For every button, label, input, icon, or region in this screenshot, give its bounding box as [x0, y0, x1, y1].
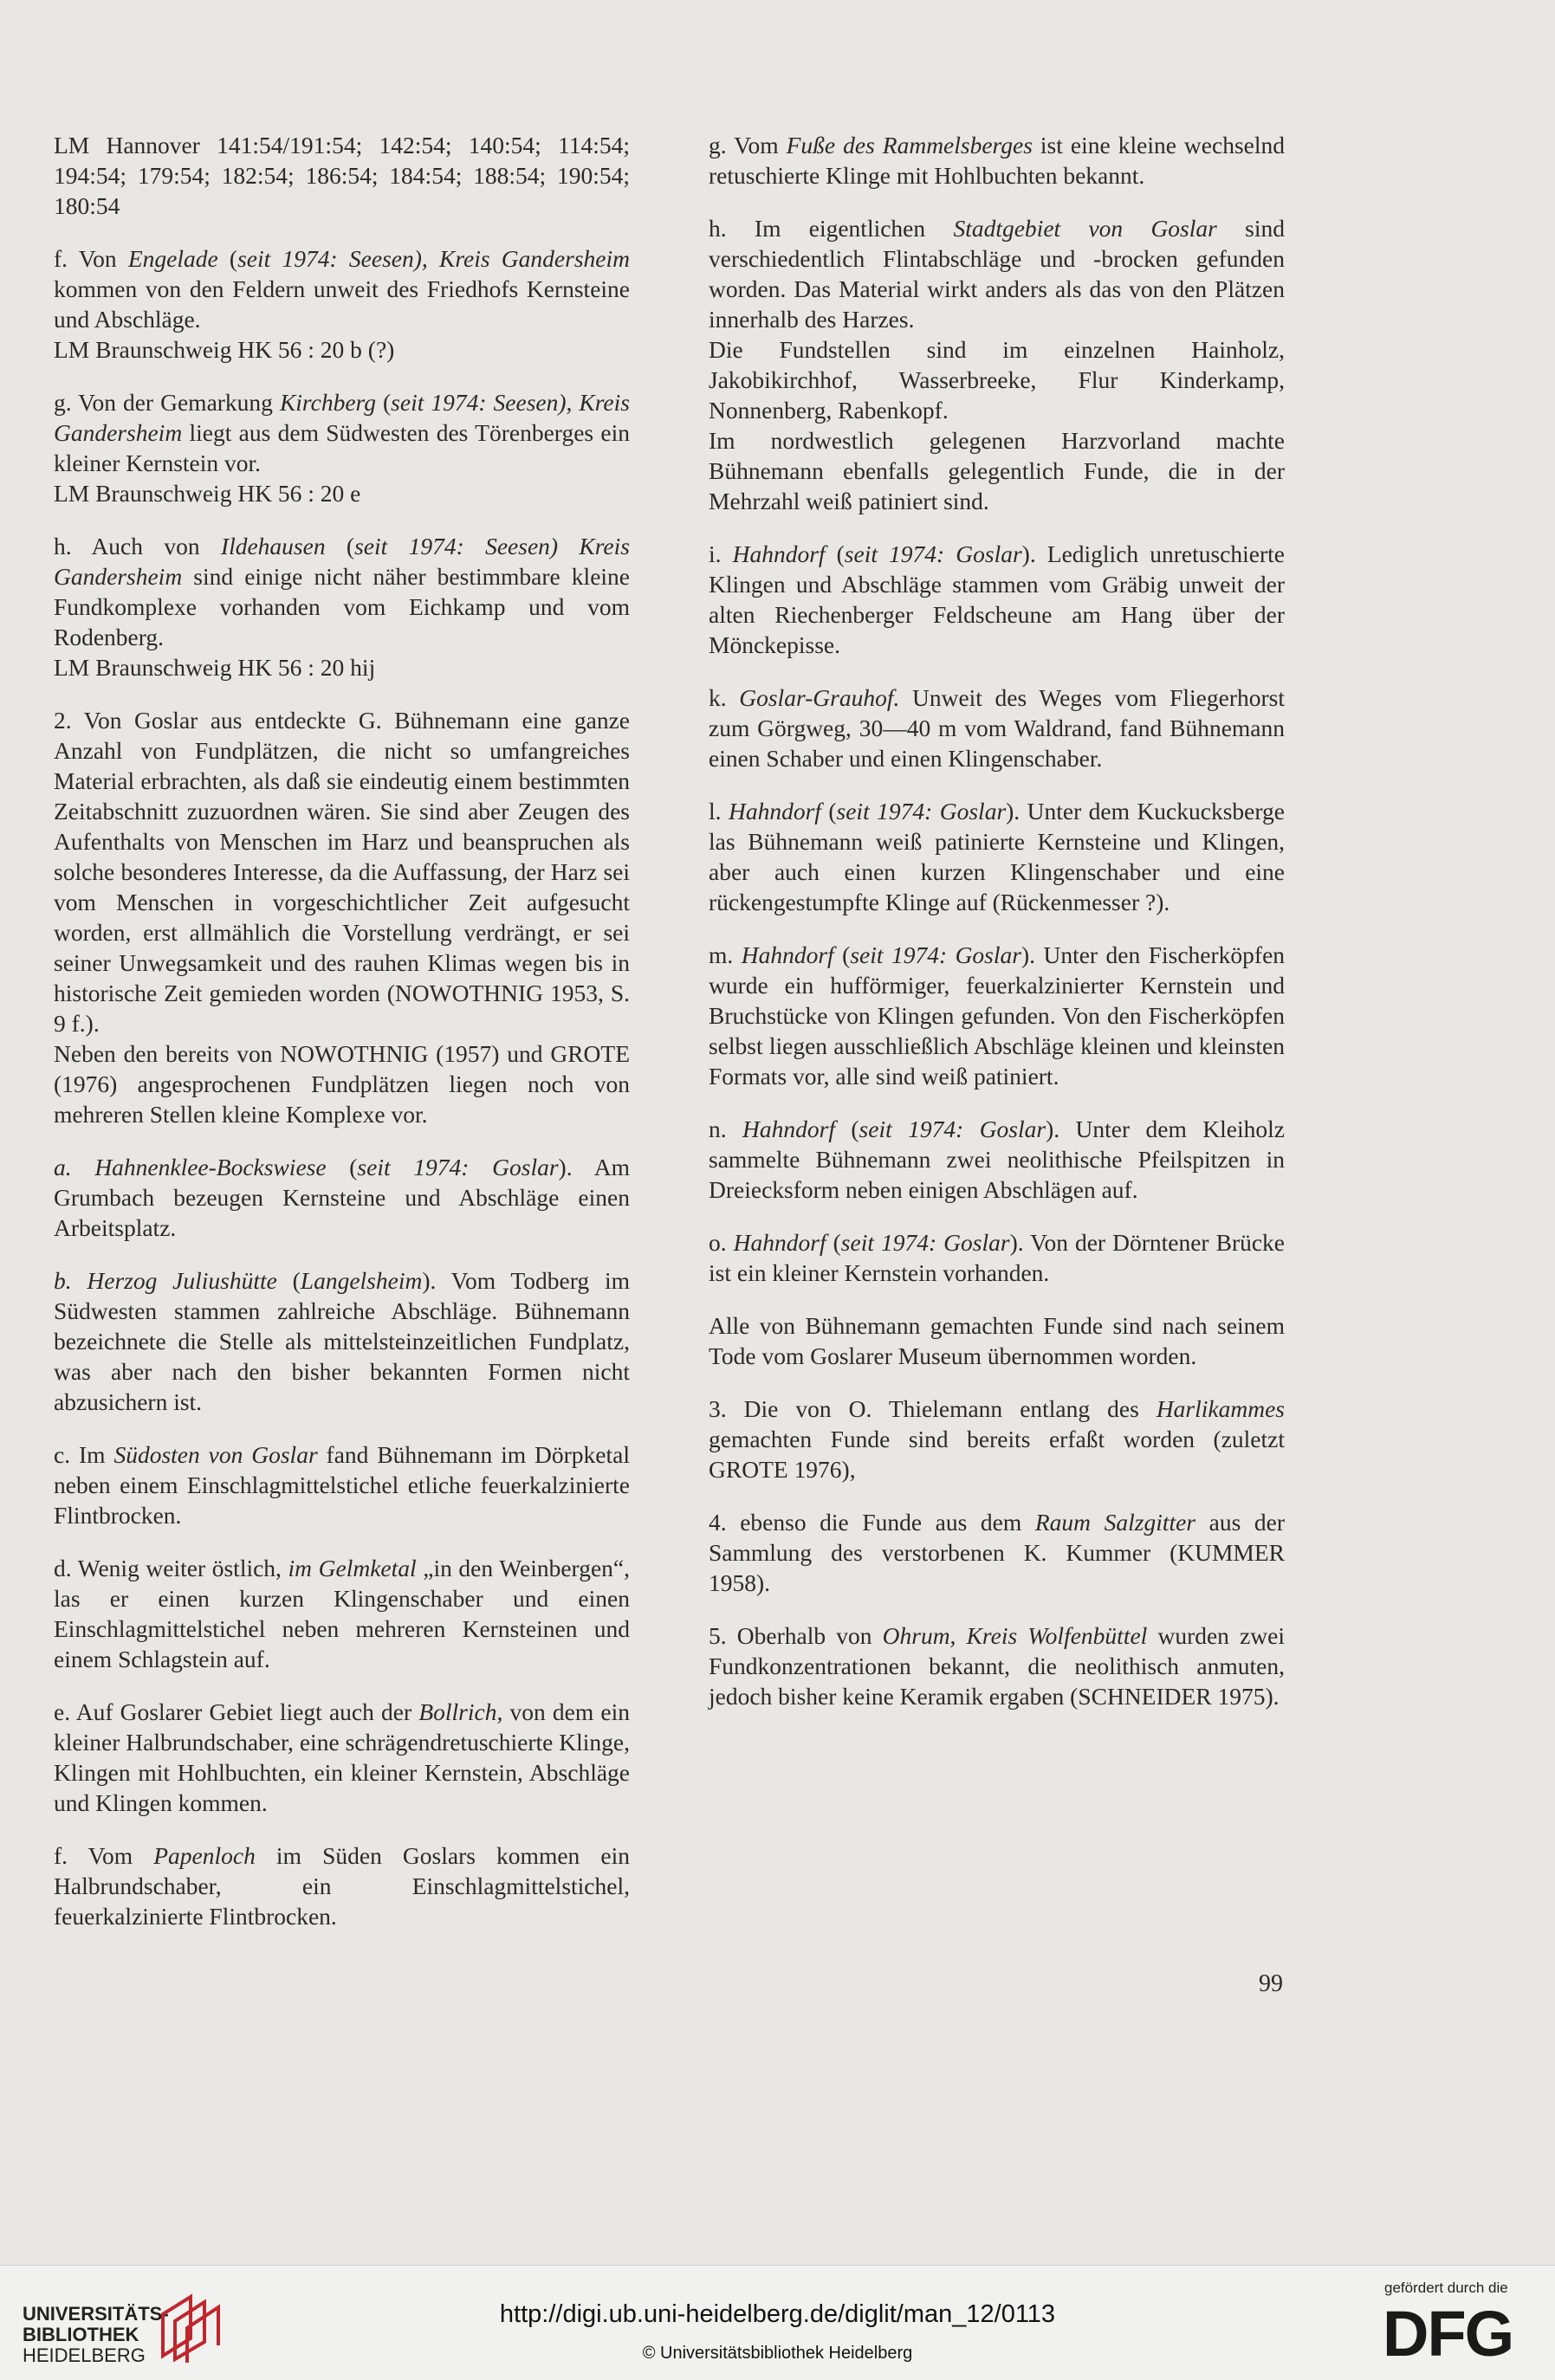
paragraph-text: l.	[709, 798, 729, 825]
paragraph-text: m.	[709, 941, 742, 968]
right-column	[709, 130, 1285, 1734]
paragraph	[709, 425, 1285, 516]
emphasized-text: seit 1974: Seesen), Kreis Gandersheim	[237, 245, 630, 272]
paragraph-text: wurden zwei Fundkonzentrationen bekannt, die neolithisch anmuten, jedoch bisher keine Keramik ergaben (SCHNEIDER 1975).	[709, 1622, 1285, 1710]
emphasized-text: Papenloch	[153, 1842, 256, 1869]
paragraph-text: c. Im	[54, 1441, 114, 1468]
page-number: 99	[1259, 1970, 1283, 1997]
library-name-line1: UNIVERSITÄTS-	[23, 2303, 169, 2325]
paragraph	[709, 940, 1285, 1091]
emphasized-text: im Gelmketal	[288, 1555, 417, 1581]
paragraph-text: ). Lediglich unretuschierte Klingen und Abschläge stammen vom Gräbig unweit der alten Riechenberger Feldscheune am Hang über der Mönckepisse.	[709, 540, 1285, 658]
paragraph-text: sind einige nicht näher bestimmbare kleine Fundkomplexe vorhanden vom Eichkamp und vom Rodenberg.	[54, 563, 630, 650]
paragraph-text: von dem ein kleiner Halbrundschaber, eine schrägendretuschierte Klinge, Klingen mit Hohlbuchten, ein kleiner Kernstein, Abschläge und Klingen kommen.	[54, 1698, 630, 1816]
emphasized-text: Südosten von Goslar	[113, 1441, 318, 1468]
paragraph	[54, 1840, 630, 1931]
paragraph	[54, 1439, 630, 1530]
paragraph-text: gemachten Funde sind bereits erfaßt worden (zuletzt GROTE 1976),	[709, 1426, 1285, 1483]
emphasized-text: Raum Salzgitter	[1034, 1509, 1196, 1536]
emphasized-text: Hahndorf	[728, 798, 821, 825]
paragraph-text: Unweit des Weges vom Fliegerhorst zum Görgweg, 30—40 m vom Waldrand, fand Bühnemann einen Schaber und einen Klingenschaber.	[709, 684, 1285, 772]
paragraph-text: h. Im eigentlichen	[709, 215, 954, 242]
paragraph-text: g. Von der Gemarkung	[54, 389, 280, 416]
paragraph-text: (	[217, 245, 238, 272]
paragraph-text: (	[826, 1229, 841, 1256]
paragraph-text: ). Unter dem Kleiholz sammelte Bühnemann zwei neolithische Pfeilspitzen in Dreiecksform neben einigen Abschlägen auf.	[709, 1116, 1285, 1203]
emphasized-text: Kirchberg	[279, 389, 376, 416]
paragraph-text: 3. Die von O. Thielemann entlang des	[709, 1395, 1157, 1422]
emphasized-text: Langelsheim	[300, 1267, 423, 1294]
paragraph-text: LM Braunschweig HK 56 : 20 b (?)	[54, 336, 395, 363]
paragraph-text: Alle von Bühnemann gemachten Funde sind nach seinem Tode vom Goslarer Museum übernommen worden.	[709, 1312, 1285, 1369]
source-url[interactable]: http://digi.ub.uni-heidelberg.de/diglit/man_12/0113	[499, 2300, 1056, 2328]
paragraph-text: ). Unter den Fischerköpfen wurde ein hufförmiger, feuerkalzinierter Kernstein und Bruchstücke von Klingen gefunden. Von den Fischerköpfen selbst liegen ausschließlich Abschläge kleinen und kleinsten Formats vor, alle sind weiß patiniert.	[709, 941, 1286, 1090]
paragraph-text: sind verschiedentlich Flintabschläge und -brocken gefunden worden. Das Material wirkt anders als das von den Plätzen innerhalb des Harzes.	[709, 215, 1285, 333]
paragraph	[54, 705, 630, 1038]
paragraph-text: (	[326, 1154, 358, 1180]
paragraph-text: aus der Sammlung des verstorbenen K. Kummer (KUMMER 1958).	[709, 1509, 1285, 1596]
paragraph-text: „in den Weinbergen“, las er einen kurzen Klingenschaber und einen Einschlagmittelstichel neben mehreren Kernsteinen und einem Schlagstein auf.	[54, 1555, 630, 1672]
footer-bar	[0, 2265, 1555, 2380]
paragraph	[54, 1697, 630, 1818]
paragraph	[709, 539, 1285, 660]
emphasized-text: Hahndorf	[742, 1116, 835, 1142]
paragraph	[709, 1310, 1285, 1371]
paragraph-text: Im nordwestlich gelegenen Harzvorland machte Bühnemann ebenfalls gelegentlich Funde, die in der Mehrzahl weiß patiniert sind.	[709, 427, 1285, 514]
paragraph	[54, 531, 630, 652]
emphasized-text: seit 1974: Goslar	[844, 540, 1022, 567]
emphasized-text: Stadtgebiet von Goslar	[953, 215, 1217, 242]
emphasized-text: seit 1974: Goslar	[357, 1154, 559, 1180]
paragraph	[54, 243, 630, 334]
dfg-caption: gefördert durch die	[1384, 2280, 1508, 2296]
paragraph-text: ). Vom Todberg im Südwesten stammen zahlreiche Abschläge. Bühnemann bezeichnete die Stelle als mittelsteinzeitlichen Fundplatz, was aber nach den bisher bekannten Formen nicht abzusichern ist.	[54, 1267, 630, 1415]
paragraph	[709, 1114, 1285, 1205]
paragraph-text: i.	[709, 540, 733, 567]
emphasized-text: seit 1974: Seesen), Kreis Gandersheim	[54, 389, 630, 446]
paragraph	[54, 1265, 630, 1417]
paragraph-text: (	[276, 1267, 301, 1294]
emphasized-text: Ildehausen	[220, 533, 326, 559]
paragraph-text: 4. ebenso die Funde aus dem	[709, 1509, 1035, 1536]
paragraph	[709, 1394, 1285, 1484]
paragraph-text: (	[825, 540, 845, 567]
paragraph	[709, 796, 1285, 917]
paragraph	[709, 334, 1285, 425]
paragraph	[54, 1553, 630, 1674]
emphasized-text: Bollrich,	[418, 1698, 503, 1725]
paragraph-text: im Süden Goslars kommen ein Halbrundschaber, ein Einschlagmittelstichel, feuerkalzinierte Flintbrocken.	[54, 1842, 630, 1930]
paragraph-text: LM Braunschweig HK 56 : 20 hij	[54, 654, 376, 681]
paragraph	[709, 213, 1285, 334]
paragraph-text: (	[834, 1116, 859, 1142]
emphasized-text: seit 1974: Goslar	[858, 1116, 1046, 1142]
emphasized-text: Engelade	[127, 245, 218, 272]
paragraph-text: kommen von den Feldern unweit des Friedhofs Kernsteine und Abschläge.	[54, 275, 630, 333]
library-name-line3: HEIDELBERG	[23, 2344, 146, 2366]
paragraph	[709, 682, 1285, 773]
paragraph	[54, 1152, 630, 1243]
paragraph-text: ). Am Grumbach bezeugen Kernsteine und Abschläge einen Arbeitsplatz.	[54, 1154, 630, 1241]
paragraph-text: ist eine kleine wechselnd retuschierte Klinge mit Hohlbuchten bekannt.	[709, 132, 1285, 189]
paragraph-text: LM Hannover 141:54/191:54; 142:54; 140:54; 114:54; 194:54; 179:54; 182:54; 186:54; 184:54; 188:54; 190:54; 180:54	[54, 132, 630, 219]
paragraph-text: h. Auch von	[54, 533, 221, 559]
emphasized-text: seit 1974: Goslar	[850, 941, 1021, 968]
paragraph-text: Die Fundstellen sind im einzelnen Hainholz, Jakobikirchhof, Wasserbreeke, Flur Kinderkamp, Nonnenberg, Rabenkopf.	[709, 336, 1285, 424]
paragraph-text: (	[375, 389, 392, 416]
paragraph	[709, 130, 1285, 191]
paragraph	[54, 334, 630, 365]
paragraph-text: 5. Oberhalb von	[709, 1622, 883, 1649]
emphasized-text: Harlikammes	[1156, 1395, 1285, 1422]
paragraph-text: ). Von der Dörntener Brücke ist ein kleiner Kernstein vorhanden.	[709, 1229, 1286, 1286]
paragraph	[709, 1507, 1285, 1598]
paragraph-text: 2. Von Goslar aus entdeckte G. Bühnemann eine ganze Anzahl von Fundplätzen, die nicht so umfangreiches Material erbrachten, als daß sie eindeutig einem bestimmten Zeitabschnitt zuzuordnen wären. Sie sind aber Zeugen des Aufenthalts von Menschen im Harz und beanspruchen als solche besonderes Interesse, da die Auffassung, der Harz sei vom Menschen in vorgeschichtlicher Zeit aufgesucht worden, erst allmählich die Vorstellung verdrängt, er sei seiner Unwegsamkeit und des rauhen Klimas wegen bis in historische Zeit gemieden worden (NOWOTHNIG 1953, S. 9 f.).	[54, 707, 630, 1037]
dfg-logo: DFG	[1383, 2298, 1513, 2370]
paragraph-text: (	[820, 798, 837, 825]
paragraph-text: Neben den bereits von NOWOTHNIG (1957) und GROTE (1976) angesprochenen Fundplätzen liegen noch von mehreren Stellen kleine Komplexe vor.	[54, 1040, 630, 1128]
paragraph-text: ). Unter dem Kuckucksberge las Bühnemann weiß patinierte Kernsteine und Klingen, aber auch einen kurzen Klingenschaber und eine rückengestumpfte Klinge auf (Rückenmesser ?).	[709, 798, 1285, 915]
emphasized-text: seit 1974: Seesen) Kreis Gandersheim	[54, 533, 630, 590]
paragraph-text: fand Bühnemann im Dörpketal neben einem Einschlagmittelstichel etliche feuerkalzinierte Flintbrocken.	[54, 1441, 630, 1529]
paragraph	[709, 1620, 1285, 1711]
paragraph-text: k.	[709, 684, 740, 711]
paragraph	[54, 652, 630, 682]
emphasized-text: Hahndorf	[733, 1229, 826, 1256]
left-column	[54, 130, 630, 1954]
paragraph-text: d. Wenig weiter östlich,	[54, 1555, 288, 1581]
emphasized-text: a. Hahnenklee-Bockswiese	[54, 1154, 327, 1180]
paragraph	[54, 130, 630, 221]
paragraph-text: f. Von	[54, 245, 128, 272]
paragraph-text: (	[833, 941, 851, 968]
paragraph-text: n.	[709, 1116, 743, 1142]
library-name-line2: BIBLIOTHEK	[23, 2324, 139, 2345]
paragraph-text: (	[325, 533, 355, 559]
emphasized-text: b. Herzog Juliushütte	[54, 1267, 277, 1294]
paragraph-text: LM Braunschweig HK 56 : 20 e	[54, 480, 361, 507]
paragraph	[709, 1227, 1285, 1288]
paragraph-text: e. Auf Goslarer Gebiet liegt auch der	[54, 1698, 419, 1725]
emphasized-text: Hahndorf	[732, 540, 826, 567]
paragraph	[54, 1038, 630, 1129]
emphasized-text: Hahndorf	[741, 941, 834, 968]
emphasized-text: Ohrum, Kreis Wolfenbüttel	[882, 1622, 1148, 1649]
paragraph-text: o.	[709, 1229, 734, 1256]
emphasized-text: seit 1974: Goslar	[840, 1229, 1010, 1256]
emphasized-text: Goslar-Grauhof.	[739, 684, 900, 711]
paragraph	[54, 387, 630, 478]
paragraph-text: g. Vom	[709, 132, 787, 158]
paragraph-text: f. Vom	[54, 1842, 154, 1869]
paragraph-text: liegt aus dem Südwesten des Törenberges ein kleiner Kernstein vor.	[54, 419, 630, 476]
copyright-text: © Universitätsbibliothek Heidelberg	[642, 2344, 913, 2363]
emphasized-text: seit 1974: Goslar	[836, 798, 1007, 825]
paragraph	[54, 478, 630, 508]
emphasized-text: Fuße des Rammelsberges	[786, 132, 1033, 158]
